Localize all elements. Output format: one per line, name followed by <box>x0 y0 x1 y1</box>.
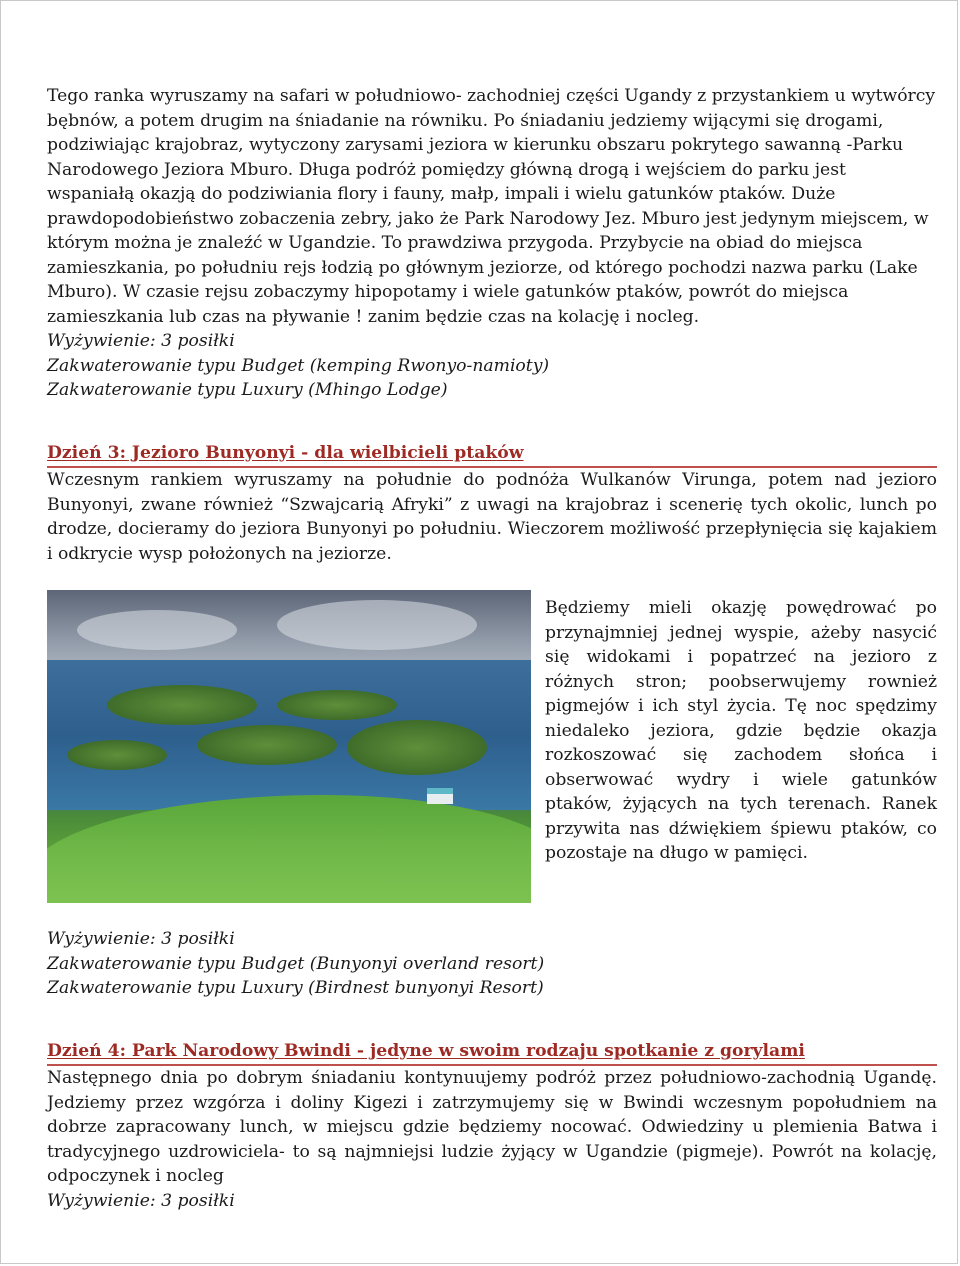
day2-budget-accommodation: Zakwaterowanie typu Budget (kemping Rwonyo-namioty) <box>47 355 550 376</box>
day3-photo-row <box>47 590 937 903</box>
lake-bunyonyi-photo <box>47 590 531 903</box>
day3-heading: Dzień 3: Jezioro Bunyonyi - dla wielbicieli ptaków <box>47 442 524 463</box>
day4-body: Następnego dnia po dobrym śniadaniu kontynuujemy podróż przez południowo-zachodnią Ugandę. Jedziemy przez wzgórza i doliny Kigezi i zatrzymujemy się w Bwindi wczesnym popołudniem na dobrze zapracowany lunch, w miejscu gdzie będziemy nocować. Odwiedziny u plemienia Batwa i tradycyjnego uzdrowiciela- to są najmniejsi ludzie żyjący w Ugandzie (pigmeje). Powrót na kolację, odpoczynek i nocleg <box>47 1068 937 1186</box>
day4-heading-rule <box>47 1039 937 1067</box>
document-content <box>47 84 937 1213</box>
day3-budget-accommodation: Zakwaterowanie typu Budget (Bunyonyi overland resort) <box>47 953 545 974</box>
day2-luxury-accommodation: Zakwaterowanie typu Luxury (Mhingo Lodge) <box>47 380 448 400</box>
day3-meals: Wyżywienie: 3 posiłki <box>47 929 235 949</box>
day3-side-text: Będziemy mieli okazję powędrować po przynajmniej jednej wyspie, ażeby nasycić się widokami i popatrzeć na jezioro z różnych stron; poobserwujemy rownież pigmejów i ich styl życia. Tę noc spędzimy niedaleko jeziora, gdzie będzie okazja rozkoszować się zachodem słońca i obserwować wydry i wiele gatunków ptaków, żyjących na tych terenach. Ranek przywita nas dźwiękiem śpiewu ptaków, co pozostaje na długo w pamięci. <box>545 598 937 863</box>
day4-heading: Dzień 4: Park Narodowy Bwindi - jedyne w swoim rodzaju spotkanie z gorylami <box>47 1040 805 1061</box>
day3-heading-rule <box>47 441 937 469</box>
day2-body: Tego ranka wyruszamy na safari w południowo- zachodniej części Ugandy z przystankiem u wytwórcy bębnów, a potem drugim na śniadanie na równiku. Po śniadaniu jedziemy wijącymi się drogami, podziwiając krajobraz, wytyczony zarysami jeziora w kierunku obszaru pokrytego sawanną -Parku Narodowego Jeziora Mburo. Długa podróż pomiędzy główną drogą i wejściem do parku jest wspaniałą okazją do podziwiania flory i fauny, małp, impali i wielu gatunków ptaków. Duże prawdopodobieństwo zobaczenia zebry, jako że Park Narodowy Jez. Mburo jest jedynym miejscem, w którym można je znaleźć w Ugandzie. To prawdziwa przygoda. Przybycie na obiad do miejsca zamieszkania, po południu rejs łodzią po głównym jeziorze, od którego pochodzi nazwa parku (Lake Mburo). W czasie rejsu zobaczymy hipopotamy i wiele gatunków ptaków, powrót do miejsca zamieszkania lub czas na pływanie ! zanim będzie czas na kolację i nocleg. <box>47 86 936 327</box>
day4-meals: Wyżywienie: 3 posiłki <box>47 1190 235 1211</box>
day3-luxury-accommodation: Zakwaterowanie typu Luxury (Birdnest bunyonyi Resort) <box>47 978 544 998</box>
day3-body: Wczesnym rankiem wyruszamy na południe do podnóża Wulkanów Virunga, potem nad jezioro Bunyonyi, zwane również “Szwajcarią Afryki” z uwagi na krajobraz i scenerię tych okolic, lunch po drodze, docieramy do jeziora Bunyonyi po południu. Wieczorem możliwość przepłynięcia się kajakiem i odkrycie wysp położonych na jeziorze. <box>47 470 937 564</box>
day2-meals: Wyżywienie: 3 posiłki <box>47 331 235 351</box>
